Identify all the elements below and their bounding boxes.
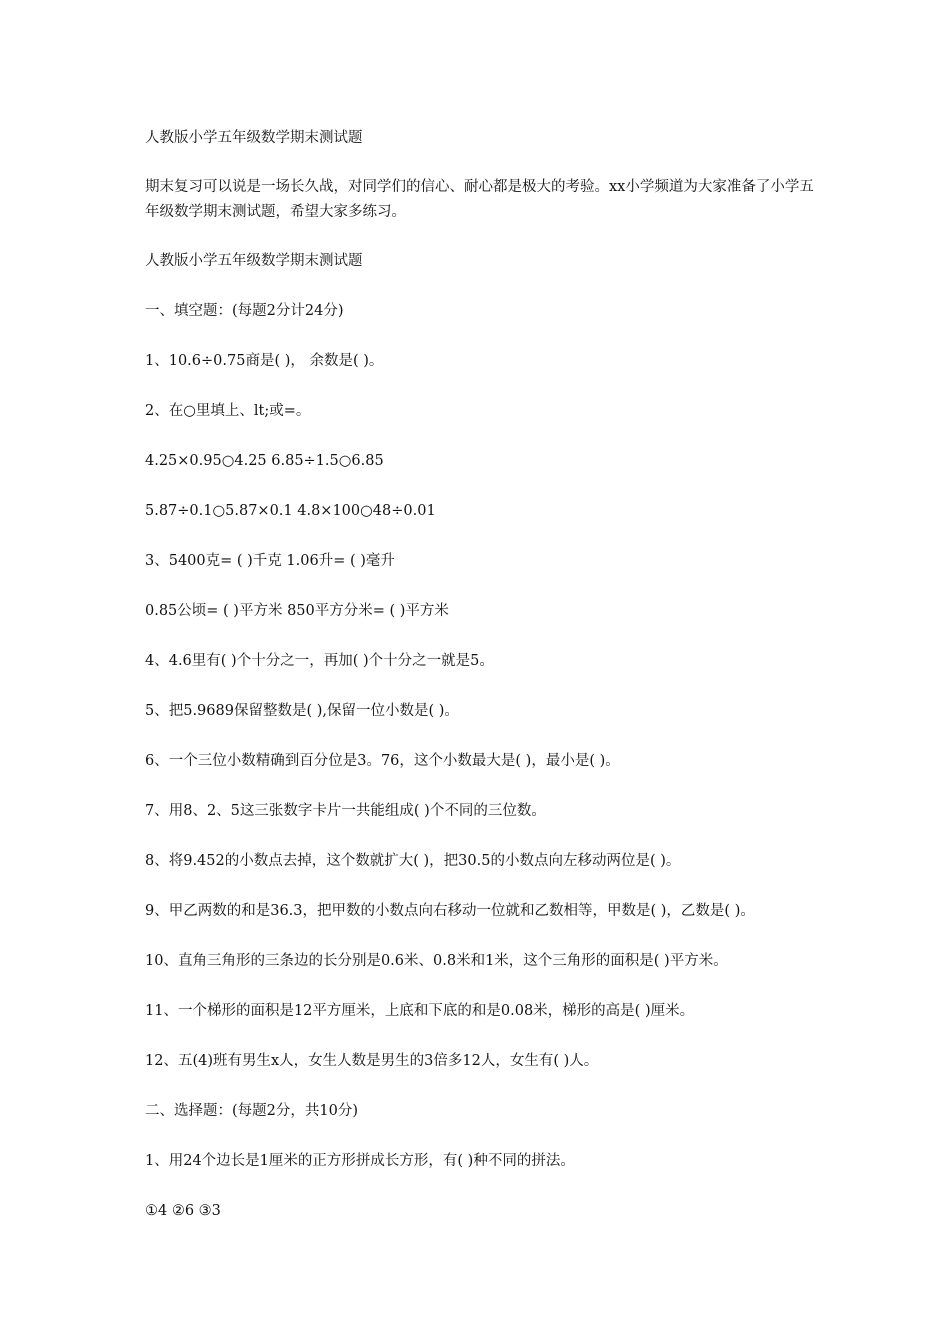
question-3: 3、5400克= ( )千克 1.06升= ( )毫升 <box>145 553 395 569</box>
question-11: 11、一个梯形的面积是12平方厘米，上底和下底的和是0.08米，梯形的高是( )厘米。 <box>145 1003 695 1019</box>
question-10: 10、直角三角形的三条边的长分别是0.6米、0.8米和1米，这个三角形的面积是( )平方米。 <box>145 953 728 969</box>
question-2: 2、在○里填上、lt;或=。 <box>145 403 311 419</box>
section-2-heading: 二、选择题：(每题2分，共10分) <box>145 1103 358 1119</box>
question-8: 8、将9.452的小数点去掉，这个数就扩大( )，把30.5的小数点向左移动两位是( )。 <box>145 853 681 869</box>
question-9: 9、甲乙两数的和是36.3，把甲数的小数点向右移动一位就和乙数相等，甲数是( )，乙数是( )。 <box>145 903 755 919</box>
question-3-line-2: 0.85公顷= ( )平方米 850平方分米= ( )平方米 <box>145 603 449 619</box>
intro-paragraph: 期末复习可以说是一场长久战，对同学们的信心、耐心都是极大的考验。xx小学频道为大家准备了小学五年级数学期末测试题，希望大家多练习。 <box>145 179 814 220</box>
choice-question-1: 1、用24个边长是1厘米的正方形拼成长方形，有( )种不同的拼法。 <box>145 1153 575 1169</box>
question-5: 5、把5.9689保留整数是( ),保留一位小数是( )。 <box>145 703 459 719</box>
question-1: 1、10.6÷0.75商是( )， 余数是( )。 <box>145 353 384 369</box>
section-1-heading: 一、填空题：(每题2分计24分) <box>145 303 344 319</box>
question-7: 7、用8、2、5这三张数字卡片一共能组成( )个不同的三位数。 <box>145 803 546 819</box>
document-title: 人教版小学五年级数学期末测试题 <box>145 130 363 146</box>
document-subtitle: 人教版小学五年级数学期末测试题 <box>145 253 363 269</box>
question-2-line-1: 4.25×0.95○4.25 6.85÷1.5○6.85 <box>145 453 384 469</box>
question-2-line-2: 5.87÷0.1○5.87×0.1 4.8×100○48÷0.01 <box>145 503 436 519</box>
document-body <box>145 126 815 1249</box>
question-12: 12、五(4)班有男生x人，女生人数是男生的3倍多12人，女生有( )人。 <box>145 1053 599 1069</box>
question-6: 6、一个三位小数精确到百分位是3。76，这个小数最大是( )，最小是( )。 <box>145 753 620 769</box>
choice-question-1-options: ①4 ②6 ③3 <box>145 1203 221 1219</box>
question-4: 4、4.6里有( )个十分之一，再加( )个十分之一就是5。 <box>145 653 494 669</box>
